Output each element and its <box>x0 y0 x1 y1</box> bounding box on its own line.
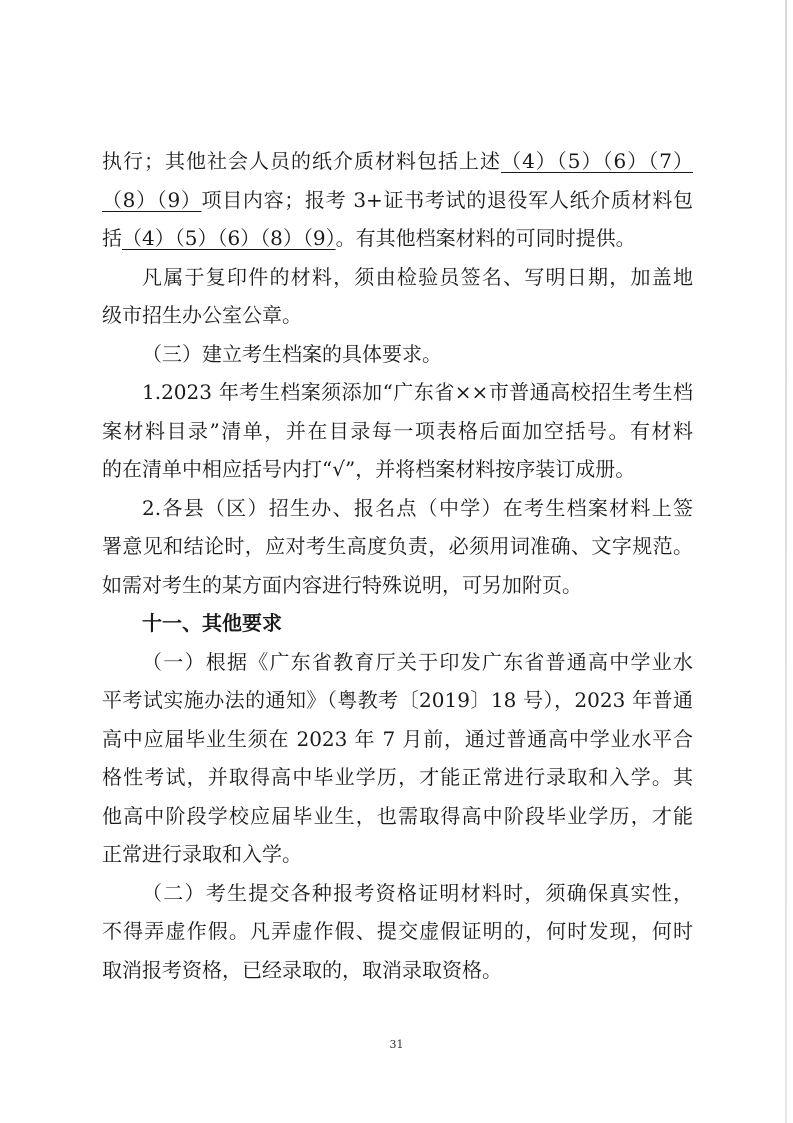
scan-edge-shadow <box>785 0 787 1123</box>
paragraph-7-line-4: 格性考试，并取得高中毕业学历，才能正常进行录取和入学。其 <box>102 765 693 789</box>
paragraph-7-line-3: 高中应届毕业生须在 2023 年 7 月前，通过普通高中学业水平合 <box>102 726 693 751</box>
paragraph-5-line-2: 署意见和结论时，应对考生高度负责，必须用词准确、文字规范。 <box>102 534 693 558</box>
paragraph-4-line-2: 案材料目录”清单，并在目录每一项表格后面加空括号。有材料 <box>102 418 693 443</box>
paragraph-4-line-3: 的在清单中相应括号内打“√”，并将档案材料按序装订成册。 <box>102 457 636 481</box>
page-number: 31 <box>389 1038 404 1051</box>
paragraph-2-line-1: 凡属于复印件的材料，须由检验员签名、写明日期，加盖地 <box>142 264 693 289</box>
subheading-3: （三）建立考生档案的具体要求。 <box>142 341 442 366</box>
body-text <box>102 142 693 989</box>
paragraph-1-line-2: （8）（9）项目内容；报考 3+证书考试的退役军人纸介质材料包 <box>102 187 693 212</box>
paragraph-8-line-1: （二）考生提交各种报考资格证明材料时，须确保真实性， <box>142 880 693 905</box>
paragraph-1-line-3: 括（4）（5）（6）（8）（9）。有其他档案材料的可同时提供。 <box>102 226 636 250</box>
paragraph-7-line-6: 正常进行录取和入学。 <box>102 842 302 866</box>
paragraph-1-line-1: 执行；其他社会人员的纸介质材料包括上述（4）（5）（6）（7） <box>102 149 693 173</box>
paragraph-7-line-5: 他高中阶段学校应届毕业生，也需取得高中阶段毕业学历，才能 <box>102 803 693 828</box>
paragraph-4-line-1: 1.2023 年考生档案须添加“广东省××市普通高校招生考生档 <box>142 380 693 404</box>
paragraph-5-line-3: 如需对考生的某方面内容进行特殊说明，可另加附页。 <box>102 572 582 597</box>
section-heading: 十一、其他要求 <box>142 611 282 635</box>
paragraph-8-line-3: 取消报考资格，已经录取的，取消录取资格。 <box>102 957 502 982</box>
underlined-item-list: （4）（5）（6）（8）（9） <box>122 226 336 250</box>
paragraph-8-line-2: 不得弄虚作假。凡弄虚作假、提交虚假证明的，何时发现，何时 <box>102 919 693 943</box>
paragraph-7-line-2: 平考试实施办法的通知》（粤教考〔2019〕18 号），2023 年普通 <box>102 688 693 712</box>
underlined-item-list: （8）（9） <box>102 187 202 212</box>
underlined-item-list: （4）（5）（6）（7） <box>501 149 693 173</box>
paragraph-5-line-1: 2.各县（区）招生办、报名点（中学）在考生档案材料上签 <box>142 495 693 520</box>
paragraph-7-line-1: （一）根据《广东省教育厅关于印发广东省普通高中学业水 <box>142 649 693 674</box>
paragraph-2-line-2: 级市招生办公室公章。 <box>102 303 302 327</box>
